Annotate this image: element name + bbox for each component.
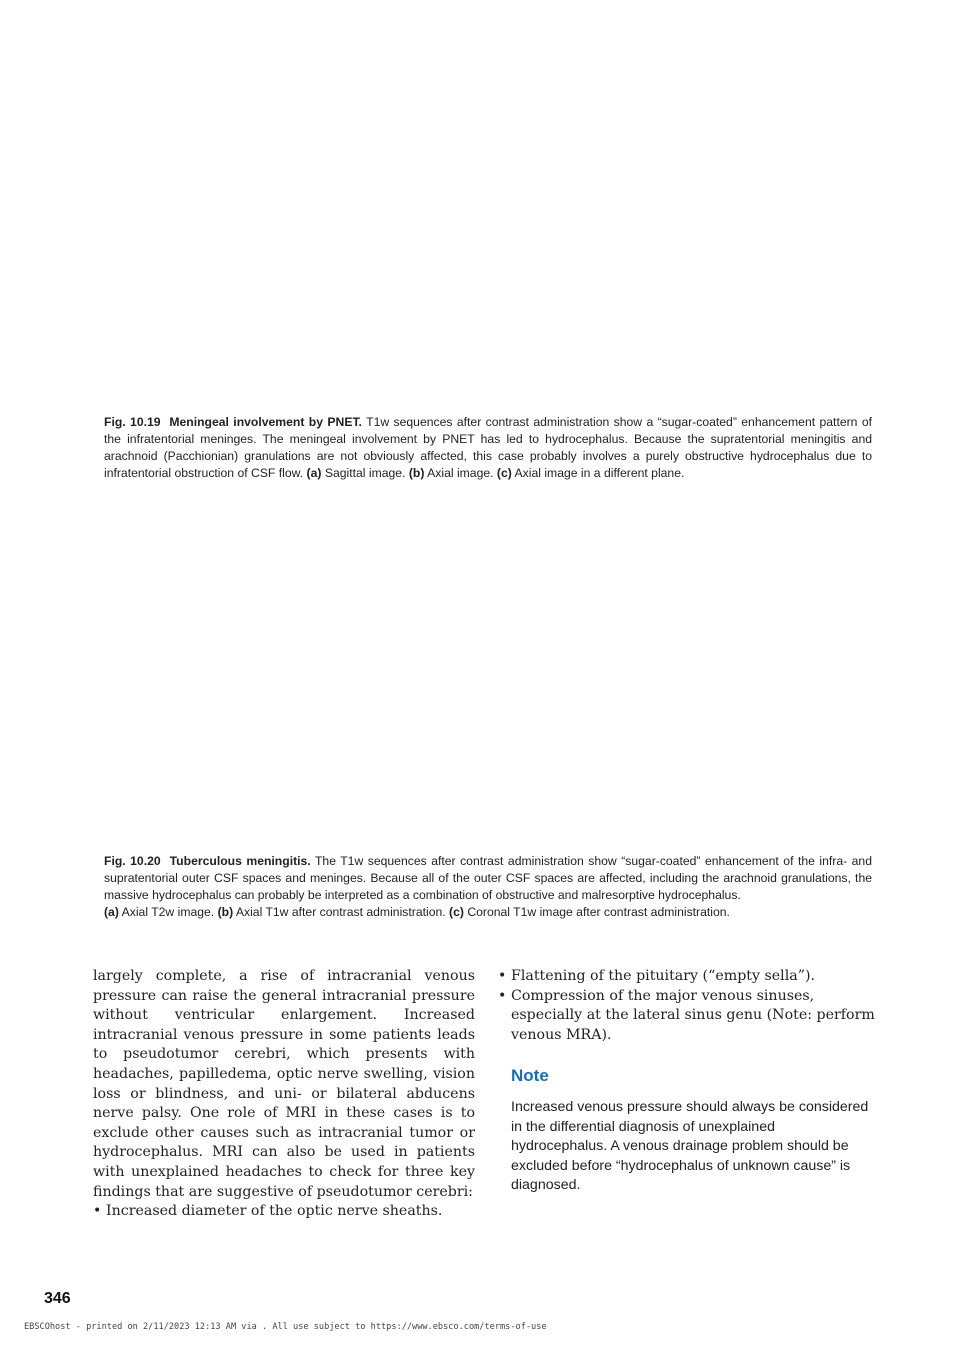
- figure-10-19-image-area: [104, 0, 870, 405]
- figure-part-text: Axial T2w image.: [121, 905, 215, 919]
- figure-part-key: (a): [306, 466, 322, 480]
- body-column-right: [498, 967, 878, 1045]
- figure-part-key: (c): [496, 466, 512, 480]
- figure-label: Fig. 10.20: [104, 854, 161, 868]
- figure-title: Meningeal involvement by PNET.: [169, 415, 362, 429]
- figure-caption-10-19: [104, 414, 872, 482]
- page-number: 346: [44, 1290, 71, 1307]
- figure-title: Tuberculous meningitis.: [169, 854, 311, 868]
- note-box: [511, 1066, 871, 1196]
- list-item-text: Increased diameter of the optic nerve sheaths.: [106, 1203, 443, 1220]
- figure-part-text: Coronal T1w image after contrast administration.: [467, 905, 730, 919]
- figure-part-key: (b): [408, 466, 425, 480]
- figure-label: Fig. 10.19: [104, 415, 161, 429]
- body-column-left: [93, 967, 475, 1222]
- figure-part-key: (a): [104, 905, 119, 919]
- figure-part-text: Axial image in a different plane.: [514, 466, 685, 480]
- figure-part-text: Axial image.: [427, 466, 494, 480]
- footer-notice: EBSCOhost - printed on 2/11/2023 12:13 AM via . All use subject to https://www.ebsco.com/terms-of-use: [24, 1322, 547, 1332]
- list-item: [93, 1202, 475, 1222]
- figure-part-text: Sagittal image.: [324, 466, 406, 480]
- list-item: [498, 987, 878, 1046]
- list-item-text: Flattening of the pituitary (“empty sella”).: [511, 968, 816, 984]
- figure-10-20-image-area: [104, 490, 870, 850]
- list-item-text: Compression of the major venous sinuses, especially at the lateral sinus genu (Note: perform venous MRA).: [511, 987, 875, 1043]
- figure-part-text: Axial T1w after contrast administration.: [235, 905, 446, 919]
- note-text: Increased venous pressure should always be considered in the differential diagnosis of unexplained hydrocephalus. A venous drainage problem should be excluded before “hydrocephalus of unknown cause” is diagnosed.: [511, 1099, 869, 1194]
- figure-part-key: (b): [217, 905, 234, 919]
- list-item: [498, 967, 878, 987]
- figure-part-key: (c): [449, 905, 464, 919]
- figure-caption-text: T1w sequences after contrast administration show a “sugar-coated” enhancement pattern of the infratentorial meninges. The meningeal involvement by PNET has led to hydrocephalus. Because the supratentorial meningitis and arachnoid (Pacchionian) granulations are not obviously affected, this case probably involves a purely obstructive hydrocephalus due to infratentorial obstruction of CSF flow.: [104, 415, 872, 480]
- body-paragraph: largely complete, a rise of intracranial venous pressure can raise the general intracranial pressure without ventricular enlargement. Increased intracranial venous pressure in some patients leads to pseudotumor cerebri, which presents with headaches, papilledema, optic nerve swelling, vision loss or blindness, and uni- or bilateral abducens nerve palsy. One role of MRI in these cases is to exclude other causes such as intracranial tumor or hydrocephalus. MRI can also be used in patients with unexplained headaches to check for three key findings that are suggestive of pseudotumor cerebri:: [93, 968, 475, 1200]
- findings-list: [93, 1202, 475, 1222]
- bullet-icon: •: [498, 968, 507, 984]
- findings-list-continued: [498, 967, 878, 1045]
- bullet-icon: •: [93, 1203, 102, 1220]
- figure-caption-text: The T1w sequences after contrast administration show “sugar-coated” enhancement of the infra- and supratentorial outer CSF spaces and meninges. Because all of the outer CSF spaces are affected, including the arachnoid granulations, the massive hydrocephalus can probably be interpreted as a combination of obstructive and malresorptive hydrocephalus.: [104, 854, 872, 902]
- note-title: Note: [511, 1066, 549, 1085]
- figure-caption-10-20: [104, 853, 872, 921]
- bullet-icon: •: [498, 987, 507, 1004]
